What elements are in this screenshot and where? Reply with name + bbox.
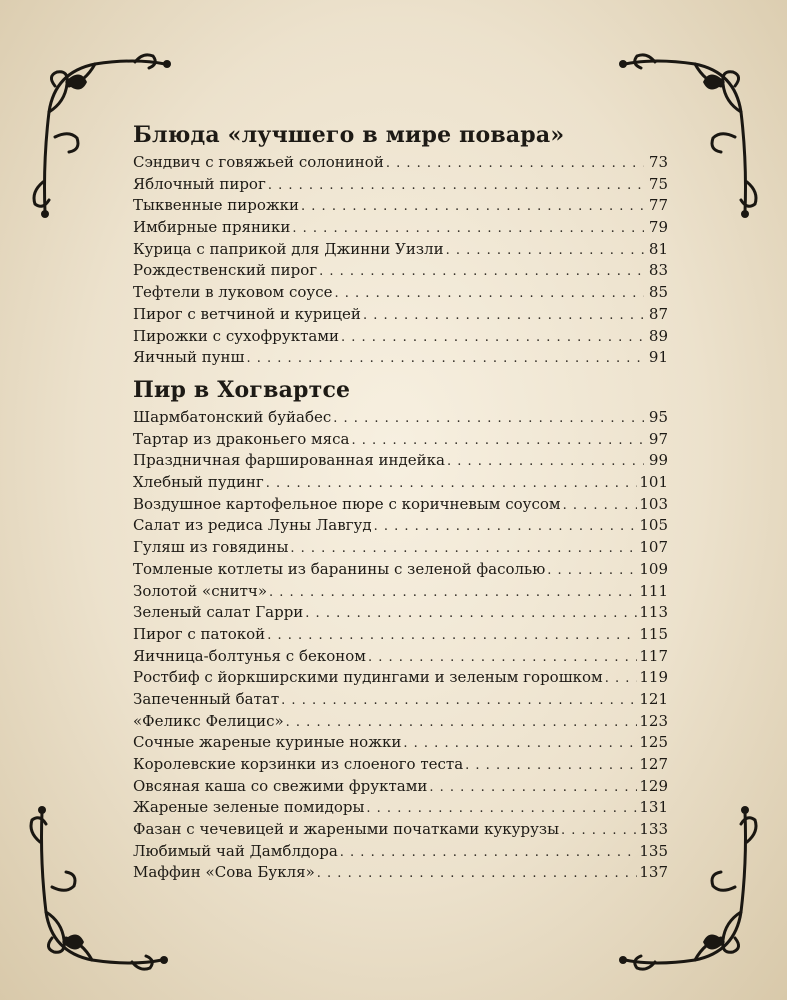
entry-title: Фазан с чечевицей и жареными початками кукурузы: [133, 820, 560, 839]
entry-page: 87: [648, 304, 668, 323]
entry-page: 91: [648, 348, 668, 367]
entry-title: Золотой «снитч»: [133, 581, 267, 600]
entry-title: Хлебный пудинг: [133, 473, 264, 492]
dot-leader: [547, 560, 637, 581]
dot-leader: [266, 473, 638, 494]
toc-entry[interactable]: [133, 819, 668, 841]
toc-entry[interactable]: [133, 667, 668, 689]
toc-entry[interactable]: [133, 624, 668, 646]
toc-entry[interactable]: [133, 797, 668, 819]
dot-leader: [286, 712, 638, 733]
entry-title: Зеленый салат Гарри: [133, 603, 304, 622]
dot-leader: [563, 495, 638, 516]
entry-page: 129: [639, 776, 668, 795]
entry-title: Сочные жареные куриные ножки: [133, 733, 402, 752]
dot-leader: [317, 863, 638, 884]
toc-entry[interactable]: [133, 559, 668, 581]
dot-leader: [281, 690, 637, 711]
entry-page: 95: [648, 408, 668, 426]
entry-title: Овсяная каша со свежими фруктами: [133, 776, 428, 795]
entry-title: Запеченный батат: [133, 689, 280, 708]
dot-leader: [561, 820, 637, 841]
toc-entry[interactable]: [133, 862, 668, 884]
toc-entry[interactable]: [133, 174, 668, 196]
entry-page: 131: [639, 798, 668, 817]
entry-title: Королевские корзинки из слоеного теста: [133, 755, 464, 773]
dot-leader: [351, 430, 644, 451]
dot-leader: [363, 305, 644, 326]
entry-page: 81: [648, 239, 668, 258]
entry-title: Яичница-болтунья с беконом: [133, 646, 366, 665]
entry-page: 119: [639, 668, 668, 687]
toc-entry[interactable]: [133, 304, 668, 326]
toc-entry[interactable]: [133, 841, 668, 863]
dot-leader: [305, 603, 637, 624]
entry-page: 135: [639, 841, 668, 860]
entry-page: 113: [639, 603, 668, 622]
entry-title: Гуляш из говядины: [133, 538, 289, 557]
entry-title: Шармбатонский буйабес: [133, 408, 332, 426]
entry-page: 103: [639, 494, 668, 513]
entry-title: Ростбиф с йоркширскими пудингами и зеленым горошком: [133, 668, 603, 687]
entry-page: 99: [648, 451, 668, 470]
entry-page: 111: [639, 581, 668, 600]
entry-page: 121: [639, 689, 668, 708]
entry-title: Пирог с ветчиной и курицей: [133, 304, 361, 323]
entry-title: Маффин «Сова Букля»: [133, 863, 315, 882]
entry-page: 125: [639, 733, 668, 752]
entry-page: 75: [648, 174, 668, 193]
toc-entry[interactable]: [133, 776, 668, 798]
toc-entry[interactable]: [133, 646, 668, 668]
toc-entry[interactable]: [133, 537, 668, 559]
dot-leader: [605, 668, 638, 689]
toc-entry[interactable]: [133, 407, 668, 429]
dot-leader: [366, 798, 637, 819]
toc-entry[interactable]: [133, 689, 668, 711]
dot-leader: [268, 175, 644, 196]
entry-page: 115: [639, 624, 668, 643]
dot-leader: [374, 516, 638, 537]
dot-leader: [267, 625, 637, 646]
dot-leader: [386, 153, 644, 174]
toc-entry[interactable]: [133, 472, 668, 494]
entry-title: Пирог с патокой: [133, 624, 266, 643]
entry-page: 105: [639, 516, 668, 535]
toc-entry[interactable]: [133, 260, 668, 282]
entry-title: «Феликс Фелицис»: [133, 711, 284, 730]
entry-page: 107: [639, 538, 668, 557]
entry-page: 97: [648, 429, 668, 448]
entry-title: Имбирные пряники: [133, 218, 291, 237]
entry-page: 127: [639, 755, 668, 773]
dot-leader: [341, 327, 644, 348]
toc-entry[interactable]: [133, 450, 668, 472]
section-heading: Пир в Хогвартсе: [133, 377, 351, 403]
dot-leader: [340, 842, 638, 863]
toc-entry[interactable]: [133, 602, 668, 624]
dot-leader: [319, 261, 644, 282]
entry-page: 123: [639, 711, 668, 730]
toc-entry[interactable]: [133, 217, 668, 239]
entry-page: 109: [639, 559, 668, 578]
entry-page: 83: [648, 261, 668, 280]
toc-entry[interactable]: [133, 326, 668, 348]
entry-title: Праздничная фаршированная индейка: [133, 451, 445, 470]
entry-title: Рождественский пирог: [133, 261, 318, 280]
toc-entry[interactable]: [133, 732, 668, 754]
dot-leader: [247, 348, 645, 369]
toc-section: [133, 121, 668, 369]
dot-leader: [269, 582, 637, 603]
section-heading: Блюда «лучшего в мире повара»: [133, 122, 565, 148]
entry-title: Тефтели в луковом соусе: [133, 283, 333, 302]
toc-entry[interactable]: [133, 754, 668, 776]
entry-title: Яблочный пирог: [133, 174, 266, 193]
toc-entry[interactable]: [133, 239, 668, 261]
entry-page: 73: [648, 153, 668, 171]
toc-entry[interactable]: [133, 581, 668, 603]
entry-page: 79: [648, 218, 668, 237]
toc-entry[interactable]: [133, 152, 668, 174]
entry-page: 117: [639, 646, 668, 665]
dot-leader: [335, 283, 644, 304]
toc-section: [133, 376, 668, 884]
entry-title: Курица с паприкой для Джинни Уизли: [133, 239, 444, 258]
toc-entry[interactable]: [133, 282, 668, 304]
dot-leader: [403, 733, 637, 754]
entry-page: 137: [639, 863, 668, 882]
dot-leader: [447, 451, 644, 472]
entry-title: Тыквенные пирожки: [133, 196, 300, 215]
toc-entry[interactable]: [133, 515, 668, 537]
entry-page: 133: [639, 820, 668, 839]
toc-entry[interactable]: [133, 711, 668, 733]
entry-page: 89: [648, 326, 668, 345]
dot-leader: [465, 755, 637, 776]
entry-title: Салат из редиса Луны Лавгуд: [133, 516, 372, 535]
toc-entry[interactable]: [133, 347, 668, 369]
toc-entry[interactable]: [133, 195, 668, 217]
entry-title: Воздушное картофельное пюре с коричневым соусом: [133, 494, 561, 513]
entry-title: Жареные зеленые помидоры: [133, 798, 365, 817]
entry-title: Сэндвич с говяжьей солониной: [133, 153, 384, 171]
dot-leader: [333, 408, 644, 429]
entry-title: Яичный пунш: [133, 348, 245, 367]
entry-title: Любимый чай Дамблдора: [133, 841, 338, 860]
dot-leader: [290, 538, 637, 559]
dot-leader: [429, 777, 637, 798]
toc-entry[interactable]: [133, 494, 668, 516]
entry-title: Тартар из драконьего мяса: [133, 429, 350, 448]
toc-entry[interactable]: [133, 429, 668, 451]
dot-leader: [292, 218, 644, 239]
entry-title: Пирожки с сухофруктами: [133, 326, 339, 345]
entry-title: Томленые котлеты из баранины с зеленой фасолью: [133, 559, 546, 578]
dot-leader: [446, 240, 644, 261]
entry-page: 101: [639, 473, 668, 492]
entry-page: 77: [648, 196, 668, 215]
dot-leader: [301, 196, 644, 217]
entry-page: 85: [648, 283, 668, 302]
dot-leader: [368, 647, 637, 668]
